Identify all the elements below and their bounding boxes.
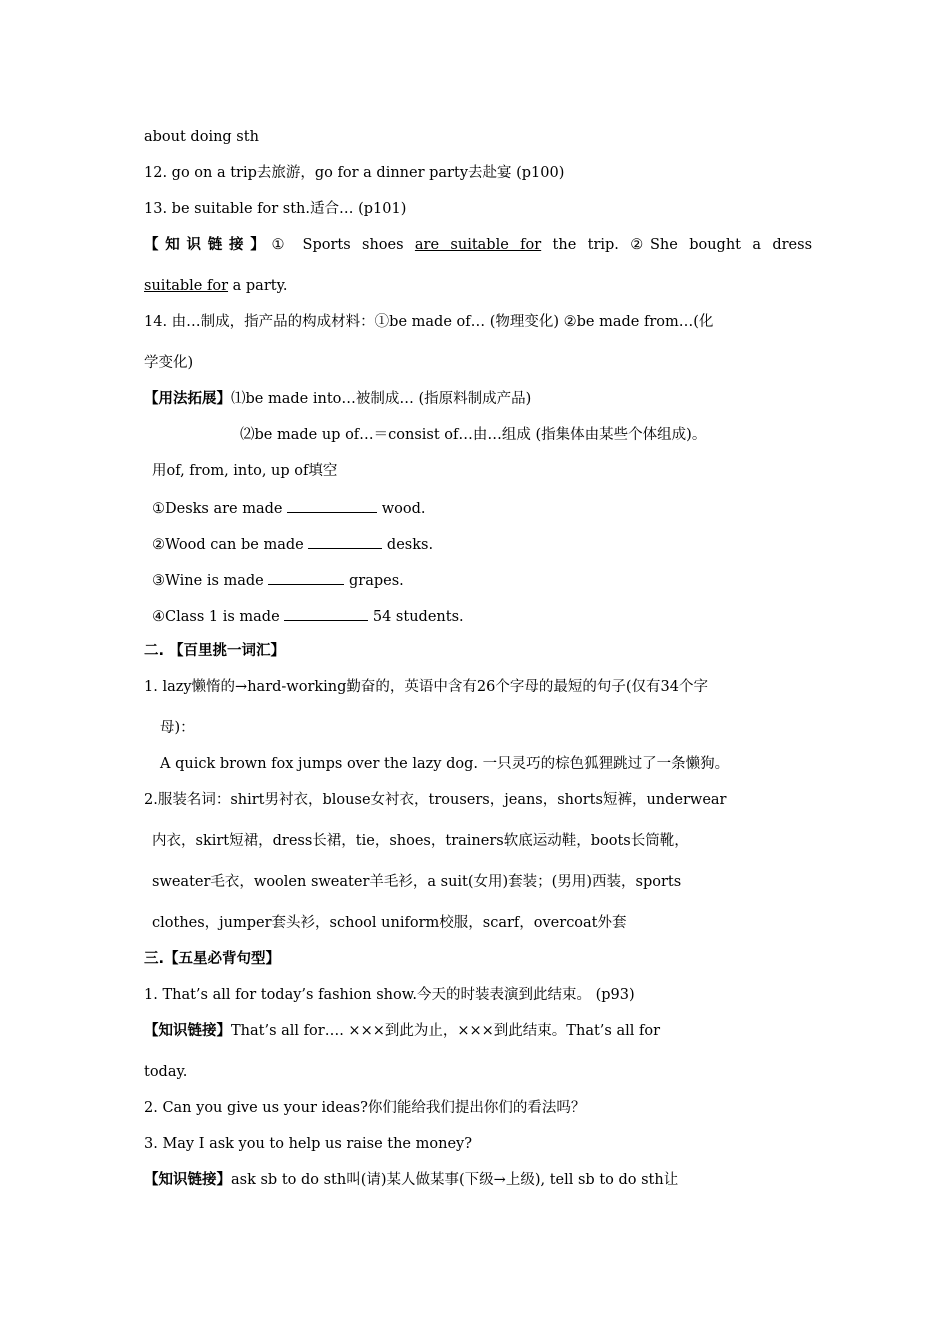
text-span: ③Wine is made xyxy=(152,573,269,589)
fill-blank[interactable] xyxy=(284,606,368,621)
item-13: 13. be suitable for sth.适合… (p101) xyxy=(144,201,407,217)
item-12: 12. go on a trip去旅游，go for a dinner party去赴宴 (p100) xyxy=(144,165,565,181)
knowledge-link-1-cont xyxy=(144,277,812,295)
knowledge-link-1 xyxy=(144,236,812,254)
sentence-3: 3. May I ask you to help us raise the money? xyxy=(144,1136,472,1152)
usage-extension-2: ⑵be made up of…＝consist of…由…组成 (指集体由某些个体组成)。 xyxy=(240,427,707,443)
knowledge-link-2 xyxy=(144,1022,812,1040)
vocab-item-2-cont: 内衣，skirt短裙，dress长裙，tie，shoes，trainers软底运动鞋，boots长筒靴， xyxy=(152,833,689,849)
text-span: ① Sports shoes xyxy=(271,237,415,253)
text-span: grapes. xyxy=(344,573,404,589)
exercise-4 xyxy=(152,606,812,626)
text-span: ⑴be made into…被制成… (指原料制成产品) xyxy=(231,391,532,407)
knowledge-link-label: 【知识链接】 xyxy=(144,237,272,253)
usage-extension-label: 【用法拓展】 xyxy=(144,391,231,407)
underlined-phrase: suitable for xyxy=(144,278,229,294)
pangram-sentence: A quick brown fox jumps over the lazy dog. 一只灵巧的棕色狐狸跳过了一条懒狗。 xyxy=(160,756,730,772)
knowledge-link-label: 【知识链接】 xyxy=(144,1172,231,1188)
exercise-3 xyxy=(152,570,812,590)
vocab-item-2: 2.服装名词：shirt男衬衣，blouse女衬衣，trousers，jeans，shorts短裤，underwear xyxy=(144,792,727,808)
text-span: ④Class 1 is made xyxy=(152,609,285,625)
vocab-item-2-cont: clothes，jumper套头衫，school uniform校服，scarf，overcoat外套 xyxy=(152,915,627,931)
text-line: about doing sth xyxy=(144,129,259,145)
fill-blank[interactable] xyxy=(308,534,382,549)
underlined-phrase: are suitable for xyxy=(414,237,542,253)
item-14: 14. 由…制成，指产品的构成材料：①be made of… (物理变化) ②be made from…(化 xyxy=(144,314,714,330)
knowledge-link-2-cont: today. xyxy=(144,1064,188,1080)
fill-blank[interactable] xyxy=(287,498,377,513)
sentence-2: 2. Can you give us your ideas?你们能给我们提出你们的看法吗？ xyxy=(144,1100,586,1116)
section-heading-3: 三.【五星必背句型】 xyxy=(144,951,281,967)
text-span: the trip. ②She bought a dress xyxy=(541,237,813,253)
vocab-item-1: 1. lazy懒惰的→hard-working勤奋的，英语中含有26个字母的最短的句子(仅有34个字 xyxy=(144,679,708,695)
text-span: a party. xyxy=(228,278,288,294)
exercise-1 xyxy=(152,498,812,518)
section-heading-2: 二. 【百里挑一词汇】 xyxy=(144,643,286,659)
item-14-cont: 学变化) xyxy=(144,355,194,371)
text-span: ①Desks are made xyxy=(152,501,288,517)
text-span: That’s all for…. ×××到此为止，×××到此结束。That’s all for xyxy=(231,1023,661,1039)
fill-blank[interactable] xyxy=(268,570,344,585)
text-span: wood. xyxy=(377,501,426,517)
text-span: 54 students. xyxy=(368,609,464,625)
text-span: ②Wood can be made xyxy=(152,537,309,553)
sentence-1: 1. That’s all for today’s fashion show.今天的时装表演到此结束。 (p93) xyxy=(144,987,635,1003)
exercise-instruction: 用of, from, into, up of填空 xyxy=(152,463,338,479)
knowledge-link-3 xyxy=(144,1171,812,1189)
vocab-item-1-cont: 母)： xyxy=(160,720,195,736)
vocab-item-2-cont: sweater毛衣，woolen sweater羊毛衫，a suit(女用)套装；(男用)西装，sports xyxy=(152,874,682,890)
exercise-2 xyxy=(152,534,812,554)
usage-extension xyxy=(144,390,812,408)
text-span: ask sb to do sth叫(请)某人做某事(下级→上级), tell sb to do sth让 xyxy=(231,1172,679,1188)
knowledge-link-label: 【知识链接】 xyxy=(144,1023,231,1039)
text-span: desks. xyxy=(382,537,434,553)
